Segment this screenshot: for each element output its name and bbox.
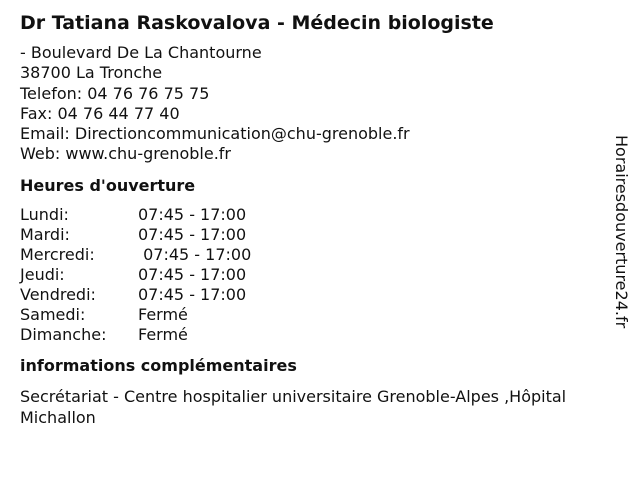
additional-info-heading: informations complémentaires xyxy=(20,356,297,376)
hours-row-monday xyxy=(20,205,251,225)
hours-row-tuesday xyxy=(20,225,251,245)
opening-hours-table xyxy=(20,205,251,346)
time-value: 07:45 - 17:00 xyxy=(138,224,247,244)
day-label: Mercredi: xyxy=(20,244,95,264)
page-title: Dr Tatiana Raskovalova - Médecin biologiste xyxy=(20,12,494,34)
additional-info-text: Secrétariat - Centre hospitalier universitaire Grenoble-Alpes ,Hôpital Michallon xyxy=(20,387,567,427)
day-label: Lundi: xyxy=(20,204,69,224)
day-label: Dimanche: xyxy=(20,325,107,345)
phone-line: Telefon: 04 76 76 75 75 xyxy=(20,83,210,103)
day-label: Samedi: xyxy=(20,305,86,325)
email-line: Email: Directioncommunication@chu-grenoble.fr xyxy=(20,124,410,144)
opening-hours-heading: Heures d'ouverture xyxy=(20,175,196,195)
fax-line: Fax: 04 76 44 77 40 xyxy=(20,103,180,123)
hours-row-friday xyxy=(20,285,251,305)
day-label: Jeudi: xyxy=(20,265,65,285)
hours-row-sunday xyxy=(20,325,251,345)
street-address: - Boulevard De La Chantourne xyxy=(20,43,262,62)
time-value: 07:45 - 17:00 xyxy=(138,285,247,305)
day-label: Vendredi: xyxy=(20,285,96,305)
city-line: 38700 La Tronche xyxy=(20,63,163,83)
time-value: 07:45 - 17:00 xyxy=(138,204,247,224)
web-line: Web: www.chu-grenoble.fr xyxy=(20,144,231,164)
hours-row-thursday xyxy=(20,265,251,285)
day-label: Mardi: xyxy=(20,224,70,244)
time-value: Fermé xyxy=(138,325,188,345)
hours-row-wednesday xyxy=(20,245,251,265)
site-watermark: Horairesdouverture24.fr xyxy=(612,135,631,329)
time-value: 07:45 - 17:00 xyxy=(138,265,247,285)
time-value: 07:45 - 17:00 xyxy=(138,244,252,264)
hours-row-saturday xyxy=(20,305,251,325)
time-value: Fermé xyxy=(138,305,188,325)
address-block xyxy=(20,43,620,165)
practice-details xyxy=(20,10,620,428)
